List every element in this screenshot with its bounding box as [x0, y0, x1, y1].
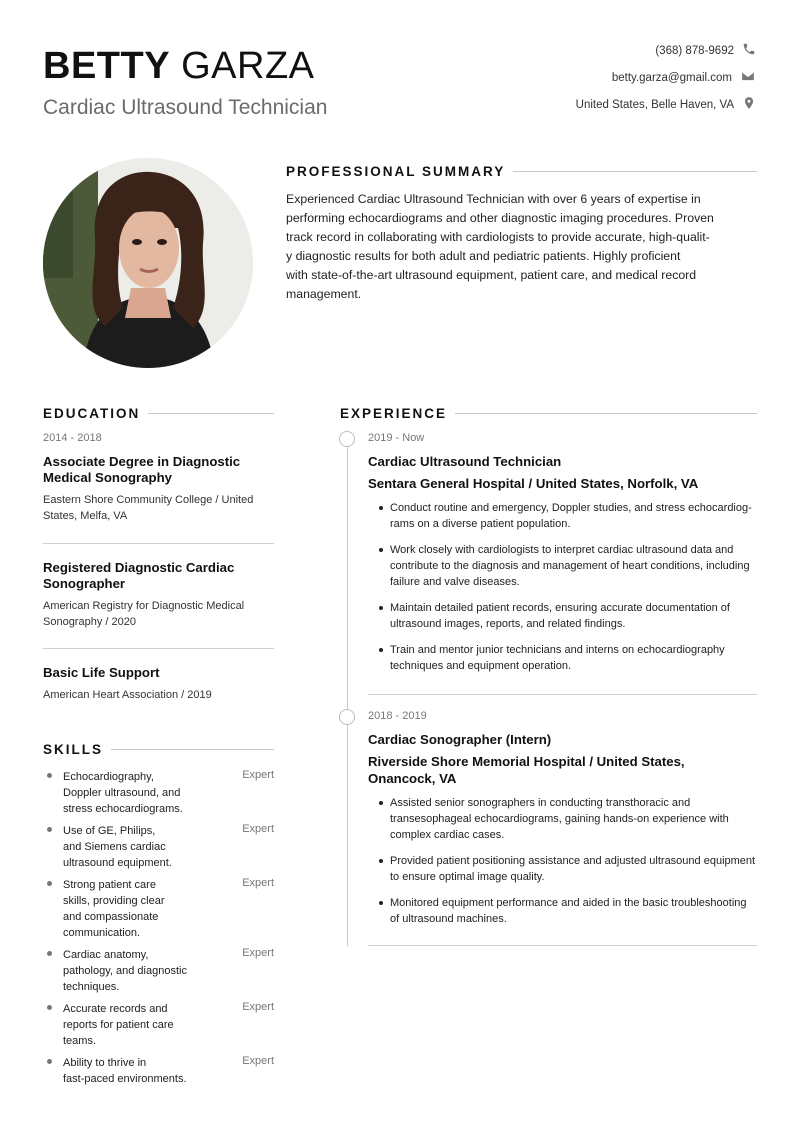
- skill-name: Use of GE, Philips, and Siemens cardiac ultrasound equipment.: [63, 825, 172, 869]
- job-date: 2019 - Now: [368, 432, 425, 444]
- profile-photo: [43, 158, 253, 368]
- education-item: [43, 665, 274, 703]
- bullet-dot: [47, 1005, 52, 1010]
- skill-name: Echocardiography, Doppler ultrasound, and stress echocardiograms.: [63, 771, 183, 815]
- section-rule: [111, 749, 274, 750]
- duty-item: Assisted senior sonographers in conducting transthoracic and transesophageal echocardiograms, gaining hands-on experience with complex cardiac cases.: [368, 795, 768, 843]
- education-degree: Medical Sonography: [43, 470, 172, 485]
- skill-level: Expert: [242, 769, 274, 781]
- summary-heading: PROFESSIONAL SUMMARY: [286, 164, 757, 179]
- first-name: BETTY: [43, 45, 171, 87]
- envelope-icon: [740, 69, 756, 86]
- timeline-line: [347, 446, 348, 946]
- summary-line: performing echocardiograms and other diagnostic imaging procedures. Proven: [286, 211, 714, 225]
- job-role: Cardiac Ultrasound Technician: [368, 454, 562, 469]
- duty-item: Provided patient positioning assistance and adjusted ultrasound equipment to ensure optimal image quality.: [368, 853, 768, 885]
- skill-name: Cardiac anatomy, pathology, and diagnostic techniques.: [63, 949, 187, 993]
- skill-level: Expert: [242, 823, 274, 835]
- divider: [368, 945, 757, 946]
- duty-item: Train and mentor junior technicians and interns on echocardiography techniques and equipment operation.: [368, 642, 768, 674]
- summary-text: [286, 190, 748, 304]
- duty-item: Work closely with cardiologists to interpret cardiac ultrasound data and contribute to the diagnosis and management of heart conditions, including failure and valve diseases.: [368, 542, 768, 590]
- summary-line: management.: [286, 287, 362, 301]
- divider: [368, 694, 757, 695]
- skill-name: Ability to thrive in fast-paced environments.: [63, 1057, 187, 1085]
- bullet-dot: [47, 827, 52, 832]
- skill-name: Accurate records and reports for patient care teams.: [63, 1003, 174, 1047]
- contact-location: [576, 96, 756, 113]
- experience-item: [368, 710, 768, 927]
- education-school: Eastern Shore Community College / United: [43, 494, 254, 506]
- certification-issuer: American Registry for Diagnostic Medical: [43, 600, 245, 612]
- education-heading: EDUCATION: [43, 406, 274, 421]
- divider: [43, 648, 274, 649]
- timeline-dot: [339, 431, 355, 447]
- job-employer: Sentara General Hospital / United States, Norfolk, VA: [368, 476, 699, 491]
- map-pin-icon: [742, 96, 756, 113]
- phone-text: (368) 878-9692: [655, 44, 734, 57]
- duty-list: [368, 795, 768, 927]
- education-item: [43, 432, 274, 524]
- experience-item: [368, 432, 768, 674]
- summary-line: track record in collaborating with cardiologists to provide accurate, high-qualit-: [286, 230, 710, 244]
- last-name: GARZA: [181, 45, 315, 87]
- summary-line: Experienced Cardiac Ultrasound Technician with over 6 years of expertise in: [286, 192, 701, 206]
- duty-item: Conduct routine and emergency, Doppler studies, and stress echocardiog- rams on a diverse patient population.: [368, 500, 768, 532]
- skills-heading: SKILLS: [43, 742, 274, 757]
- skill-name: Strong patient care skills, providing clear and compassionate communication.: [63, 879, 165, 939]
- bullet-dot: [47, 951, 52, 956]
- bullet-dot: [47, 773, 52, 778]
- duty-item: Maintain detailed patient records, ensuring accurate documentation of ultrasound images, reports, and related findings.: [368, 600, 768, 632]
- summary-line: y diagnostic results for both adult and pediatric patients. Highly proficient: [286, 249, 681, 263]
- location-text: United States, Belle Haven, VA: [575, 98, 734, 111]
- job-employer: Riverside Shore Memorial Hospital / United States,: [368, 754, 685, 769]
- certification-name: Sonographer: [43, 576, 126, 591]
- certification-name: Registered Diagnostic Cardiac: [43, 560, 235, 575]
- email-text: betty.garza@gmail.com: [611, 71, 732, 84]
- bullet-dot: [47, 881, 52, 886]
- timeline-dot: [339, 709, 355, 725]
- job-date: 2018 - 2019: [368, 710, 427, 722]
- contact-phone[interactable]: [655, 42, 756, 59]
- skill-level: Expert: [242, 1055, 274, 1067]
- education-school: States, Melfa, VA: [43, 510, 128, 522]
- skill-level: Expert: [242, 877, 274, 889]
- bullet-dot: [47, 1059, 52, 1064]
- section-rule: [148, 413, 274, 414]
- skill-level: Expert: [242, 947, 274, 959]
- divider: [43, 543, 274, 544]
- job-employer: Onancock, VA: [368, 771, 457, 786]
- candidate-name: [43, 44, 315, 88]
- education-date: 2014 - 2018: [43, 432, 102, 444]
- section-rule: [513, 171, 757, 172]
- education-degree: Associate Degree in Diagnostic: [43, 454, 241, 469]
- job-title: Cardiac Ultrasound Technician: [43, 96, 328, 119]
- skill-level: Expert: [242, 1001, 274, 1013]
- duty-list: [368, 500, 768, 674]
- contact-email[interactable]: [612, 69, 756, 86]
- certification-name: Basic Life Support: [43, 665, 160, 680]
- phone-icon: [742, 42, 756, 59]
- summary-line: with state-of-the-art ultrasound equipment, patient care, and medical record: [286, 268, 697, 282]
- section-rule: [455, 413, 757, 414]
- experience-heading: EXPERIENCE: [340, 406, 757, 421]
- duty-item: Monitored equipment performance and aided in the basic troubleshooting of ultrasound machines.: [368, 895, 768, 927]
- education-item: [43, 560, 274, 630]
- certification-issuer: Sonography / 2020: [43, 616, 136, 628]
- certification-issuer: American Heart Association / 2019: [43, 689, 212, 701]
- job-role: Cardiac Sonographer (Intern): [368, 732, 552, 747]
